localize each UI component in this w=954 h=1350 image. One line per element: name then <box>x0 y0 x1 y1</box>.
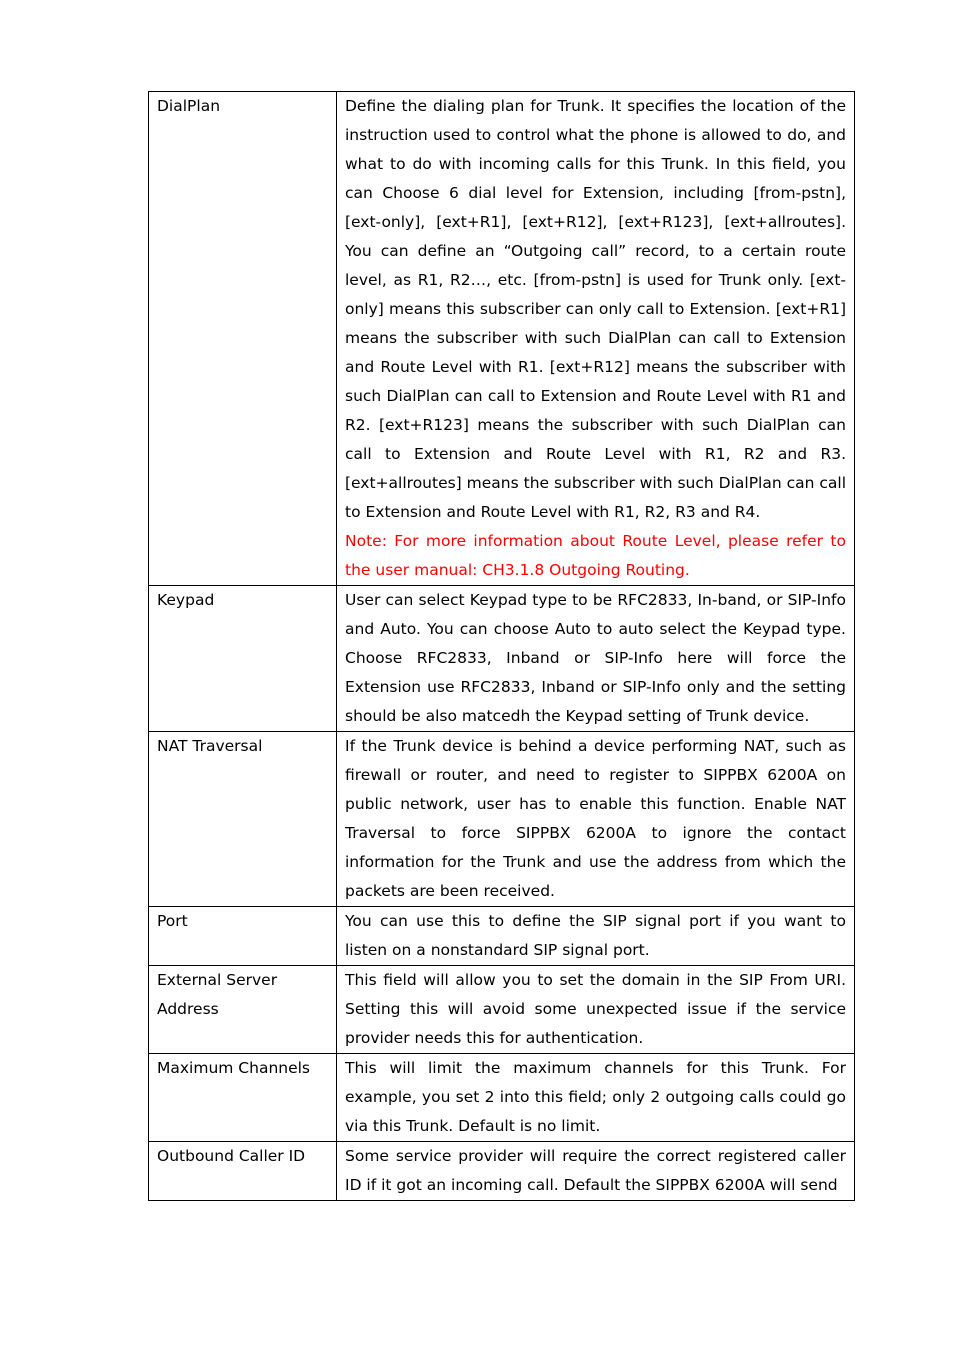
row-description: If the Trunk device is behind a device performing NAT, such as firewall or router, and need to register to SIPPBX 6200A on public network, user has to enable this function. Enable NAT Traversal to force SIPPBX 6200A to ignore the contact information for the Trunk and use the address from which the packets are been received. <box>345 737 846 900</box>
row-name-cell: DialPlan <box>149 92 337 586</box>
row-name-cell: Keypad <box>149 586 337 732</box>
table-row <box>149 1142 855 1201</box>
row-description-cell <box>337 586 855 732</box>
row-description-cell <box>337 907 855 966</box>
row-description-cell <box>337 92 855 586</box>
row-note: Note: For more information about Route Level, please refer to the user manual: CH3.1.8 Outgoing Routing. <box>345 532 846 579</box>
row-description: You can use this to define the SIP signal port if you want to listen on a nonstandard SIP signal port. <box>345 912 846 959</box>
table-row <box>149 732 855 907</box>
row-description-cell <box>337 966 855 1054</box>
row-name-cell: Outbound Caller ID <box>149 1142 337 1201</box>
table-row <box>149 966 855 1054</box>
row-description-cell <box>337 732 855 907</box>
row-description-cell <box>337 1142 855 1201</box>
row-name-cell: NAT Traversal <box>149 732 337 907</box>
row-name-cell: Maximum Channels <box>149 1054 337 1142</box>
table-row <box>149 1054 855 1142</box>
row-name-cell: Port <box>149 907 337 966</box>
row-description: Define the dialing plan for Trunk. It specifies the location of the instruction used to control what the phone is allowed to do, and what to do with incoming calls for this Trunk. In this field, you can Choose 6 dial level for Extension, including [from-pstn], [ext-only], [ext+R1], [ext+R12], [ext+R123], [ext+allroutes]. You can define an “Outgoing call” record, to a certain route level, as R1, R2…, etc. [from-pstn] is used for Trunk only. [ext-only] means this subscriber can only call to Extension. [ext+R1] means the subscriber with such DialPlan can call to Extension and Route Level with R1. [ext+R12] means the subscriber with such DialPlan can call to Extension and Route Level with R1 and R2. [ext+R123] means the subscriber with such DialPlan can call to Extension and Route Level with R1, R2 and R3. [ext+allroutes] means the subscriber with such DialPlan can call to Extension and Route Level with R1, R2, R3 and R4. <box>345 97 847 521</box>
row-description: This will limit the maximum channels for this Trunk. For example, you set 2 into this field; only 2 outgoing calls could go via this Trunk. Default is no limit. <box>345 1059 846 1135</box>
row-description: User can select Keypad type to be RFC2833, In-band, or SIP-Info and Auto. You can choose Auto to auto select the Keypad type. Choose RFC2833, Inband or SIP-Info here will force the Extension use RFC2833, Inband or SIP-Info only and the setting should be also matcedh the Keypad setting of Trunk device. <box>345 591 846 725</box>
row-description-cell <box>337 1054 855 1142</box>
parameter-table <box>148 91 855 1201</box>
table-row <box>149 907 855 966</box>
table-row <box>149 586 855 732</box>
row-description: This field will allow you to set the domain in the SIP From URI. Setting this will avoid some unexpected issue if the service provider needs this for authentication. <box>345 971 846 1047</box>
row-description: Some service provider will require the correct registered caller ID if it got an incoming call. Default the SIPPBX 6200A will send <box>345 1147 846 1194</box>
table-row <box>149 92 855 586</box>
row-name-cell: External Server Address <box>149 966 337 1054</box>
